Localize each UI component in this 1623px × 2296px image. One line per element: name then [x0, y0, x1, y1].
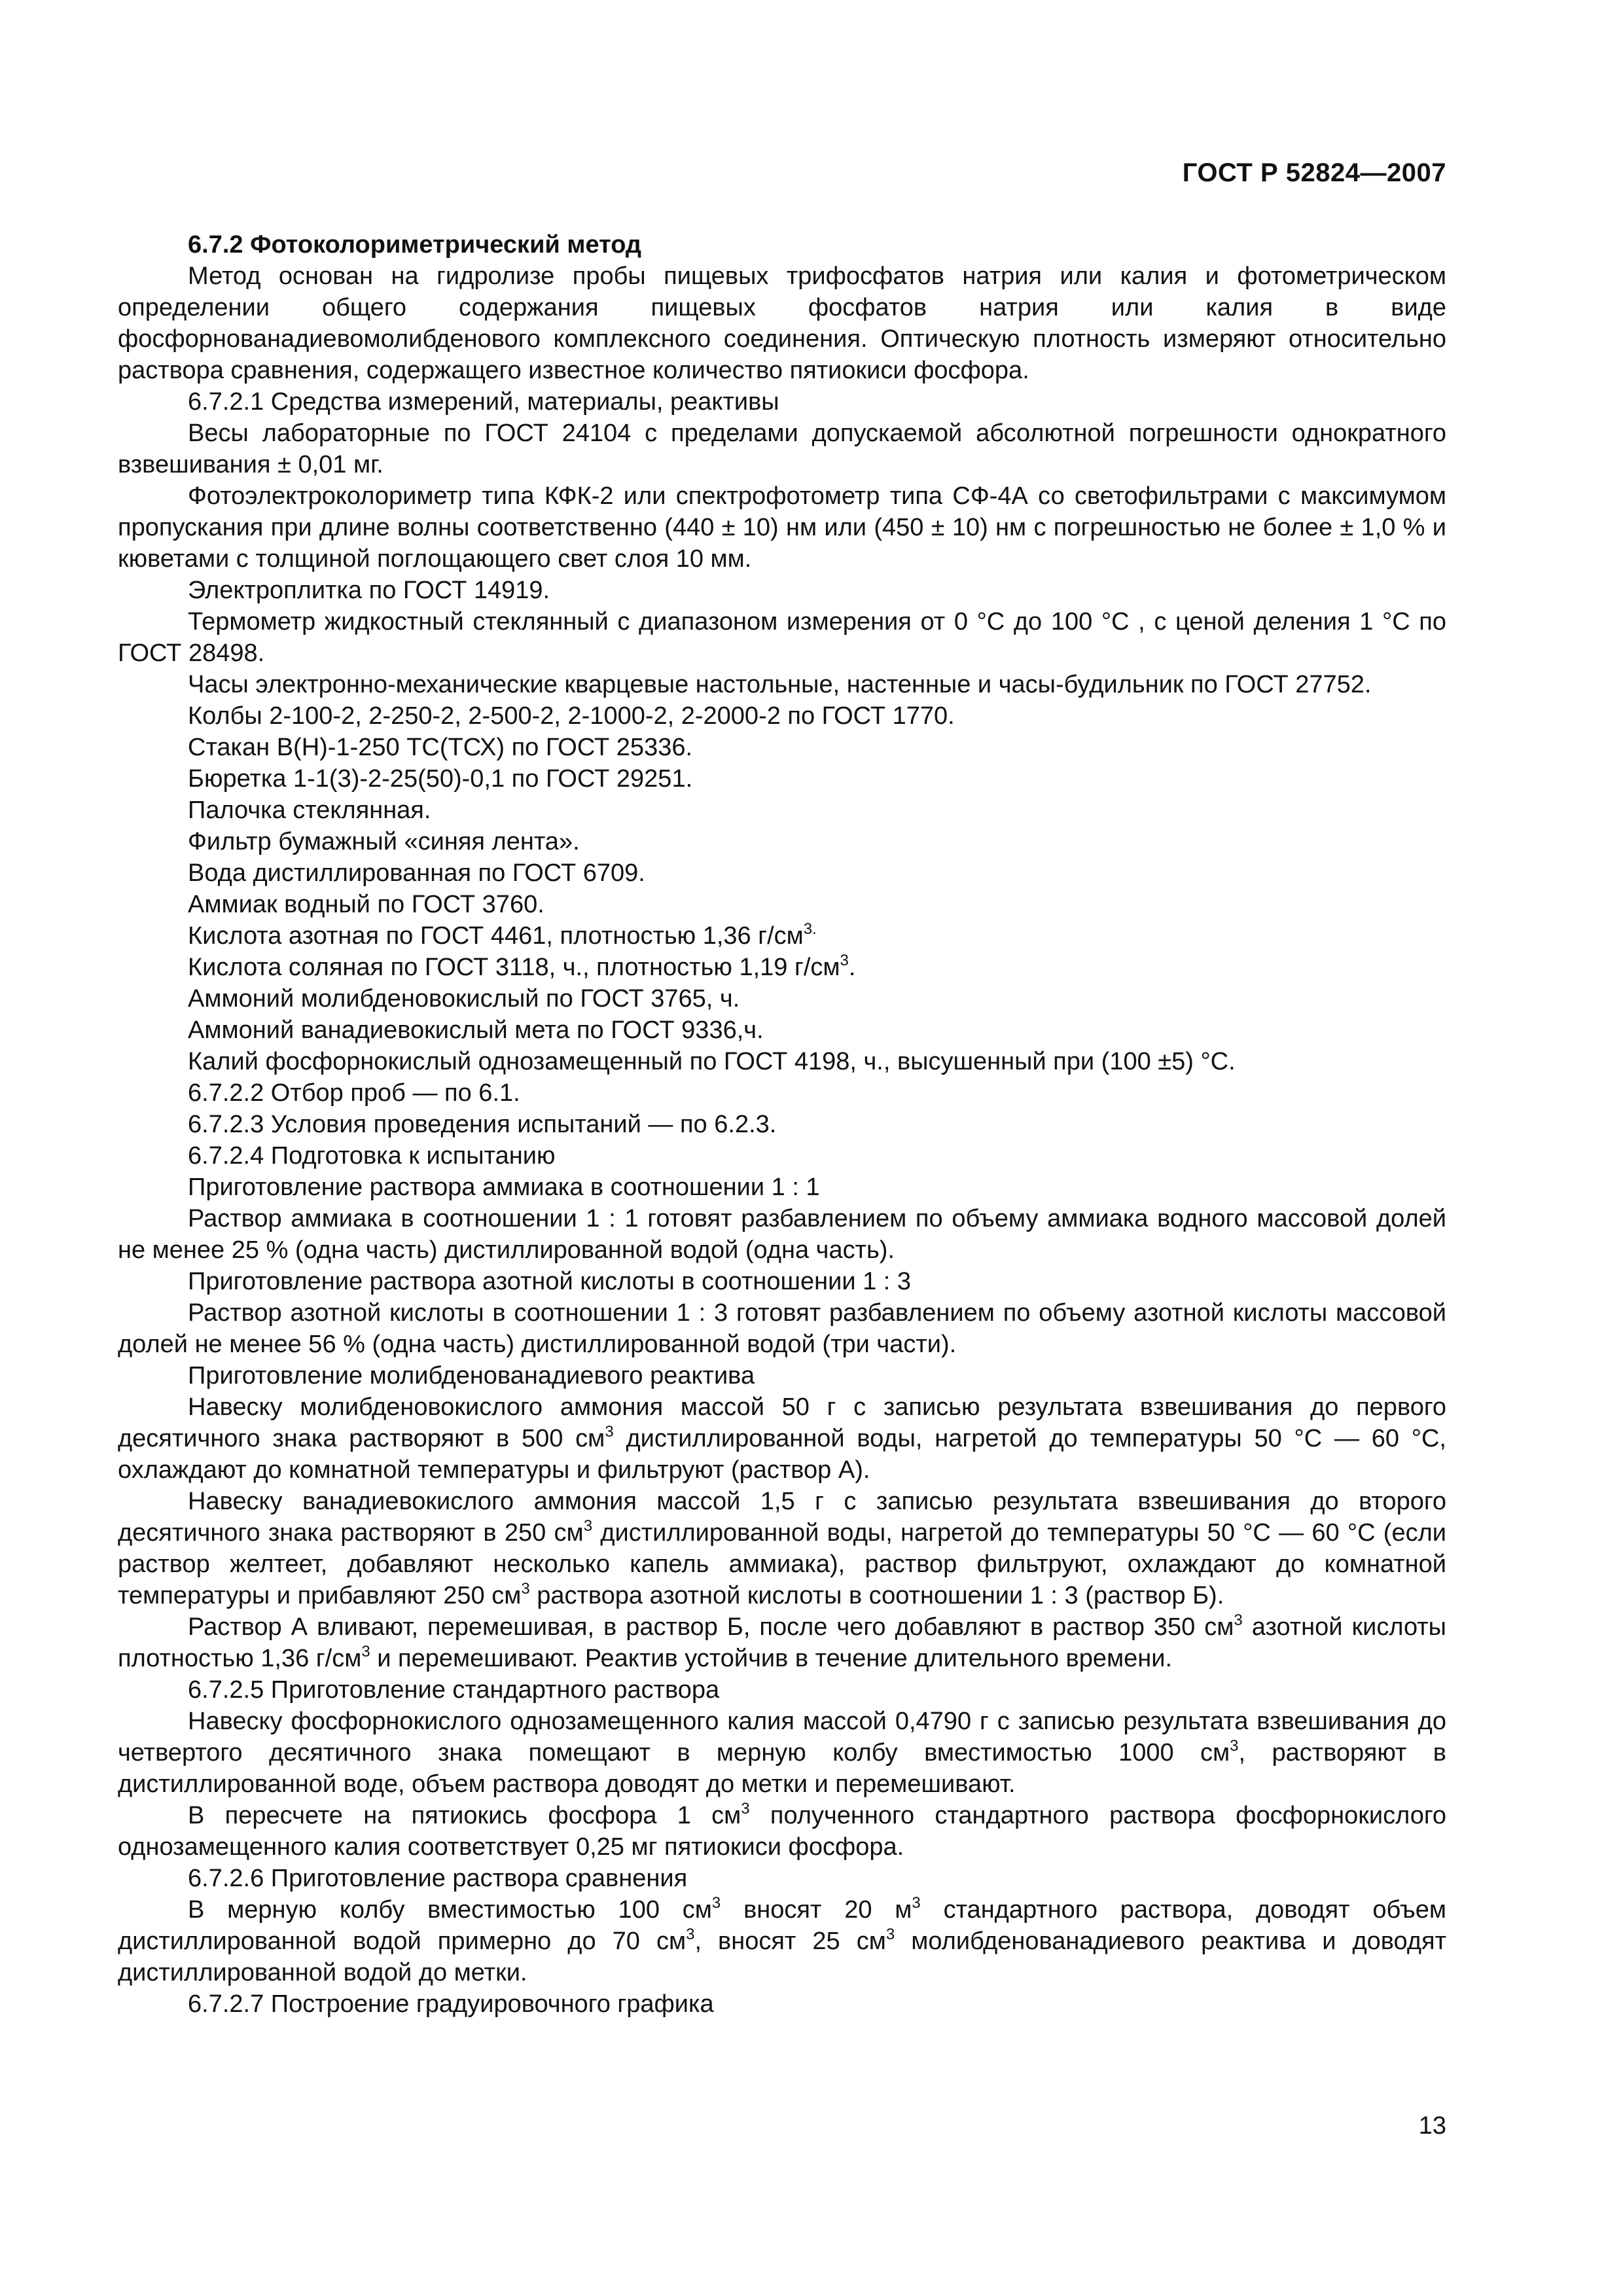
text-run: 6.7.2.3 Условия проведения испытаний — по 6.2.3.	[188, 1111, 777, 1138]
paragraph	[118, 952, 1446, 983]
text-run: 6.7.2 Фотоколориметрический метод	[188, 231, 642, 259]
text-run: Аммоний молибденовокислый по ГОСТ 3765, ч.	[188, 985, 740, 1013]
paragraph	[118, 795, 1446, 826]
paragraph	[118, 260, 1446, 386]
superscript: 3	[912, 1894, 921, 1912]
paragraph	[118, 826, 1446, 857]
text-run: полученного стандартного раствора фосфорнокислого однозамещенного калия соответствует 0,25 мг пятиокиси фосфора.	[118, 1802, 1446, 1861]
paragraph	[118, 763, 1446, 795]
text-run: Навеску фосфорнокислого однозамещенного калия массой 0,4790 г с записью результата взвешивания до четвертого десятичного знака помещают в мерную колбу вместимостью 1000 см	[118, 1708, 1446, 1767]
superscript: 3.	[803, 920, 817, 938]
paragraph	[118, 700, 1446, 732]
text-run: Часы электронно-механические кварцевые настольные, настенные и часы-будильник по ГОСТ 27752.	[188, 671, 1372, 698]
text-run: Приготовление раствора аммиака в соотношении 1 : 1	[188, 1174, 820, 1201]
paragraph	[118, 1046, 1446, 1077]
paragraph	[118, 480, 1446, 575]
text-run: Раствор А вливают, перемешивая, в раствор Б, после чего добавляют в раствор 350 см	[188, 1613, 1234, 1641]
superscript: 3	[361, 1643, 370, 1660]
paragraph	[118, 1706, 1446, 1800]
text-run: 6.7.2.5 Приготовление стандартного раствора	[188, 1676, 720, 1704]
superscript: 3	[711, 1894, 721, 1912]
paragraph	[118, 732, 1446, 763]
paragraph	[118, 857, 1446, 889]
text-run: Аммоний ванадиевокислый мета по ГОСТ 9336,ч.	[188, 1016, 764, 1044]
text-run: Раствор азотной кислоты в соотношении 1 : 3 готовят разбавлением по объему азотной кислоты массовой долей не менее 56 % (одна часть) дистиллированной водой (три части).	[118, 1299, 1446, 1358]
paragraph	[118, 1140, 1446, 1172]
text-run: Навеску ванадиевокислого аммония массой 1,5 г с записью результата взвешивания до второго десятичного знака растворяют в 250 см	[118, 1488, 1446, 1547]
paragraph	[118, 1486, 1446, 1611]
paragraph	[118, 1203, 1446, 1266]
paragraph	[118, 1172, 1446, 1203]
superscript: 3	[840, 952, 849, 969]
paragraph	[118, 1611, 1446, 1674]
paragraph	[118, 575, 1446, 606]
text-run: Кислота азотная по ГОСТ 4461, плотностью 1,36 г/см	[188, 922, 804, 950]
text-run: Приготовление раствора азотной кислоты в соотношении 1 : 3	[188, 1268, 912, 1295]
paragraph	[118, 1266, 1446, 1297]
paragraph	[118, 1988, 1446, 2020]
superscript: 3	[1234, 1611, 1243, 1629]
superscript: 3	[885, 1926, 895, 1943]
text-run: Колбы 2-100-2, 2-250-2, 2-500-2, 2-1000-2, 2-2000-2 по ГОСТ 1770.	[188, 702, 955, 730]
paragraph	[118, 1894, 1446, 1988]
paragraph	[118, 418, 1446, 480]
text-run: Вода дистиллированная по ГОСТ 6709.	[188, 859, 645, 887]
superscript: 3	[605, 1423, 614, 1441]
text-run: и перемешивают. Реактив устойчив в течение длительного времени.	[370, 1645, 1173, 1672]
paragraph	[118, 1360, 1446, 1391]
text-run: Бюретка 1-1(3)-2-25(50)-0,1 по ГОСТ 29251.	[188, 765, 693, 793]
document-body	[118, 229, 1446, 2020]
paragraph	[118, 606, 1446, 669]
paragraph	[118, 1800, 1446, 1863]
paragraph	[118, 1391, 1446, 1486]
text-run: Приготовление молибденованадиевого реактива	[188, 1362, 755, 1390]
text-run: стандартного раствора, доводят объем дистиллированной водой примерно до 70 см	[118, 1896, 1446, 1955]
text-run: 6.7.2.6 Приготовление раствора сравнения	[188, 1865, 688, 1892]
section-heading	[118, 229, 1446, 260]
paragraph	[118, 1297, 1446, 1360]
paragraph	[118, 1863, 1446, 1894]
paragraph	[118, 983, 1446, 1014]
text-run: В мерную колбу вместимостью 100 см	[188, 1896, 712, 1924]
text-run: Фильтр бумажный «синяя лента».	[188, 828, 580, 855]
text-run: дистиллированной воды, нагретой до температуры 50 °С — 60 °С, охлаждают до комнатной температуры и фильтруют (раствор А).	[118, 1425, 1446, 1484]
text-run: , вносят 25 см	[694, 1928, 886, 1955]
page-number: 13	[1418, 2112, 1446, 2140]
text-run: азотной кислоты плотностью 1,36 г/см	[118, 1613, 1446, 1672]
paragraph	[118, 1014, 1446, 1046]
text-run: раствора азотной кислоты в соотношении 1 : 3 (раствор Б).	[529, 1582, 1224, 1609]
document-header: ГОСТ Р 52824—2007	[1182, 158, 1446, 187]
paragraph	[118, 1077, 1446, 1109]
text-run: 6.7.2.2 Отбор проб — по 6.1.	[188, 1079, 520, 1107]
superscript: 3	[583, 1517, 593, 1535]
superscript: 3	[686, 1926, 695, 1943]
paragraph	[118, 920, 1446, 952]
superscript: 3	[741, 1800, 750, 1818]
text-run: 6.7.2.7 Построение градуировочного графика	[188, 1990, 714, 2018]
text-run: Калий фосфорнокислый однозамещенный по ГОСТ 4198, ч., высушенный при (100 ±5) °С.	[188, 1048, 1236, 1075]
text-run: 6.7.2.4 Подготовка к испытанию	[188, 1142, 556, 1170]
paragraph	[118, 1674, 1446, 1706]
text-run: Термометр жидкостный стеклянный с диапазоном измерения от 0 °С до 100 °С , с ценой деления 1 °С по ГОСТ 28498.	[118, 608, 1446, 667]
text-run: Стакан В(Н)-1-250 ТС(ТСХ) по ГОСТ 25336.	[188, 734, 693, 761]
text-run: В пересчете на пятиокись фосфора 1 см	[188, 1802, 741, 1829]
text-run: Раствор аммиака в соотношении 1 : 1 готовят разбавлением по объему аммиака водного массовой долей не менее 25 % (одна часть) дистиллированной водой (одна часть).	[118, 1205, 1446, 1264]
text-run: Весы лабораторные по ГОСТ 24104 с пределами допускаемой абсолютной погрешности однократного взвешивания ± 0,01 мг.	[118, 420, 1446, 478]
paragraph	[118, 1109, 1446, 1140]
text-run: дистиллированной воды, нагретой до температуры 50 °С — 60 °С (если раствор желтеет, добавляют несколько капель аммиака), раствор фильтруют, охлаждают до комнатной температуры и прибавляют 250 см	[118, 1519, 1446, 1609]
text-run: Фотоэлектроколориметр типа КФК-2 или спектрофотометр типа СФ-4А со светофильтрами с максимумом пропускания при длине волны соответственно (440 ± 10) нм или (450 ± 10) нм с погрешностью не более ± 1,0 % и кюветами с толщиной поглощающего свет слоя 10 мм.	[118, 482, 1446, 573]
text-run: , растворяют в дистиллированной воде, объем раствора доводят до метки и перемешивают.	[118, 1739, 1446, 1798]
paragraph	[118, 889, 1446, 920]
text-run: молибденованадиевого реактива и доводят дистиллированной водой до метки.	[118, 1928, 1447, 1986]
text-run: Электроплитка по ГОСТ 14919.	[188, 577, 550, 604]
superscript: 3	[1230, 1737, 1239, 1755]
text-run: Аммиак водный по ГОСТ 3760.	[188, 891, 544, 918]
text-run: Навеску молибденовокислого аммония массой 50 г с записью результата взвешивания до первого десятичного знака растворяют в 500 см	[118, 1393, 1446, 1452]
text-run: 6.7.2.1 Средства измерений, материалы, реактивы	[188, 388, 779, 416]
text-run: вносят 20 м	[721, 1896, 912, 1924]
text-run: .	[848, 954, 856, 981]
superscript: 3	[521, 1580, 530, 1598]
paragraph	[118, 386, 1446, 418]
paragraph	[118, 669, 1446, 700]
text-run: Метод основан на гидролизе пробы пищевых трифосфатов натрия или калия и фотометрическом определении общего содержания пищевых фосфатов натрия или калия в виде фосфорнованадиевомолибденового комплексного соединения. Оптическую плотность измеряют относительно раствора сравнения, содержащего известное количество пятиокиси фосфора.	[118, 262, 1446, 384]
text-run: Палочка стеклянная.	[188, 797, 431, 824]
text-run: Кислота соляная по ГОСТ 3118, ч., плотностью 1,19 г/см	[188, 954, 840, 981]
